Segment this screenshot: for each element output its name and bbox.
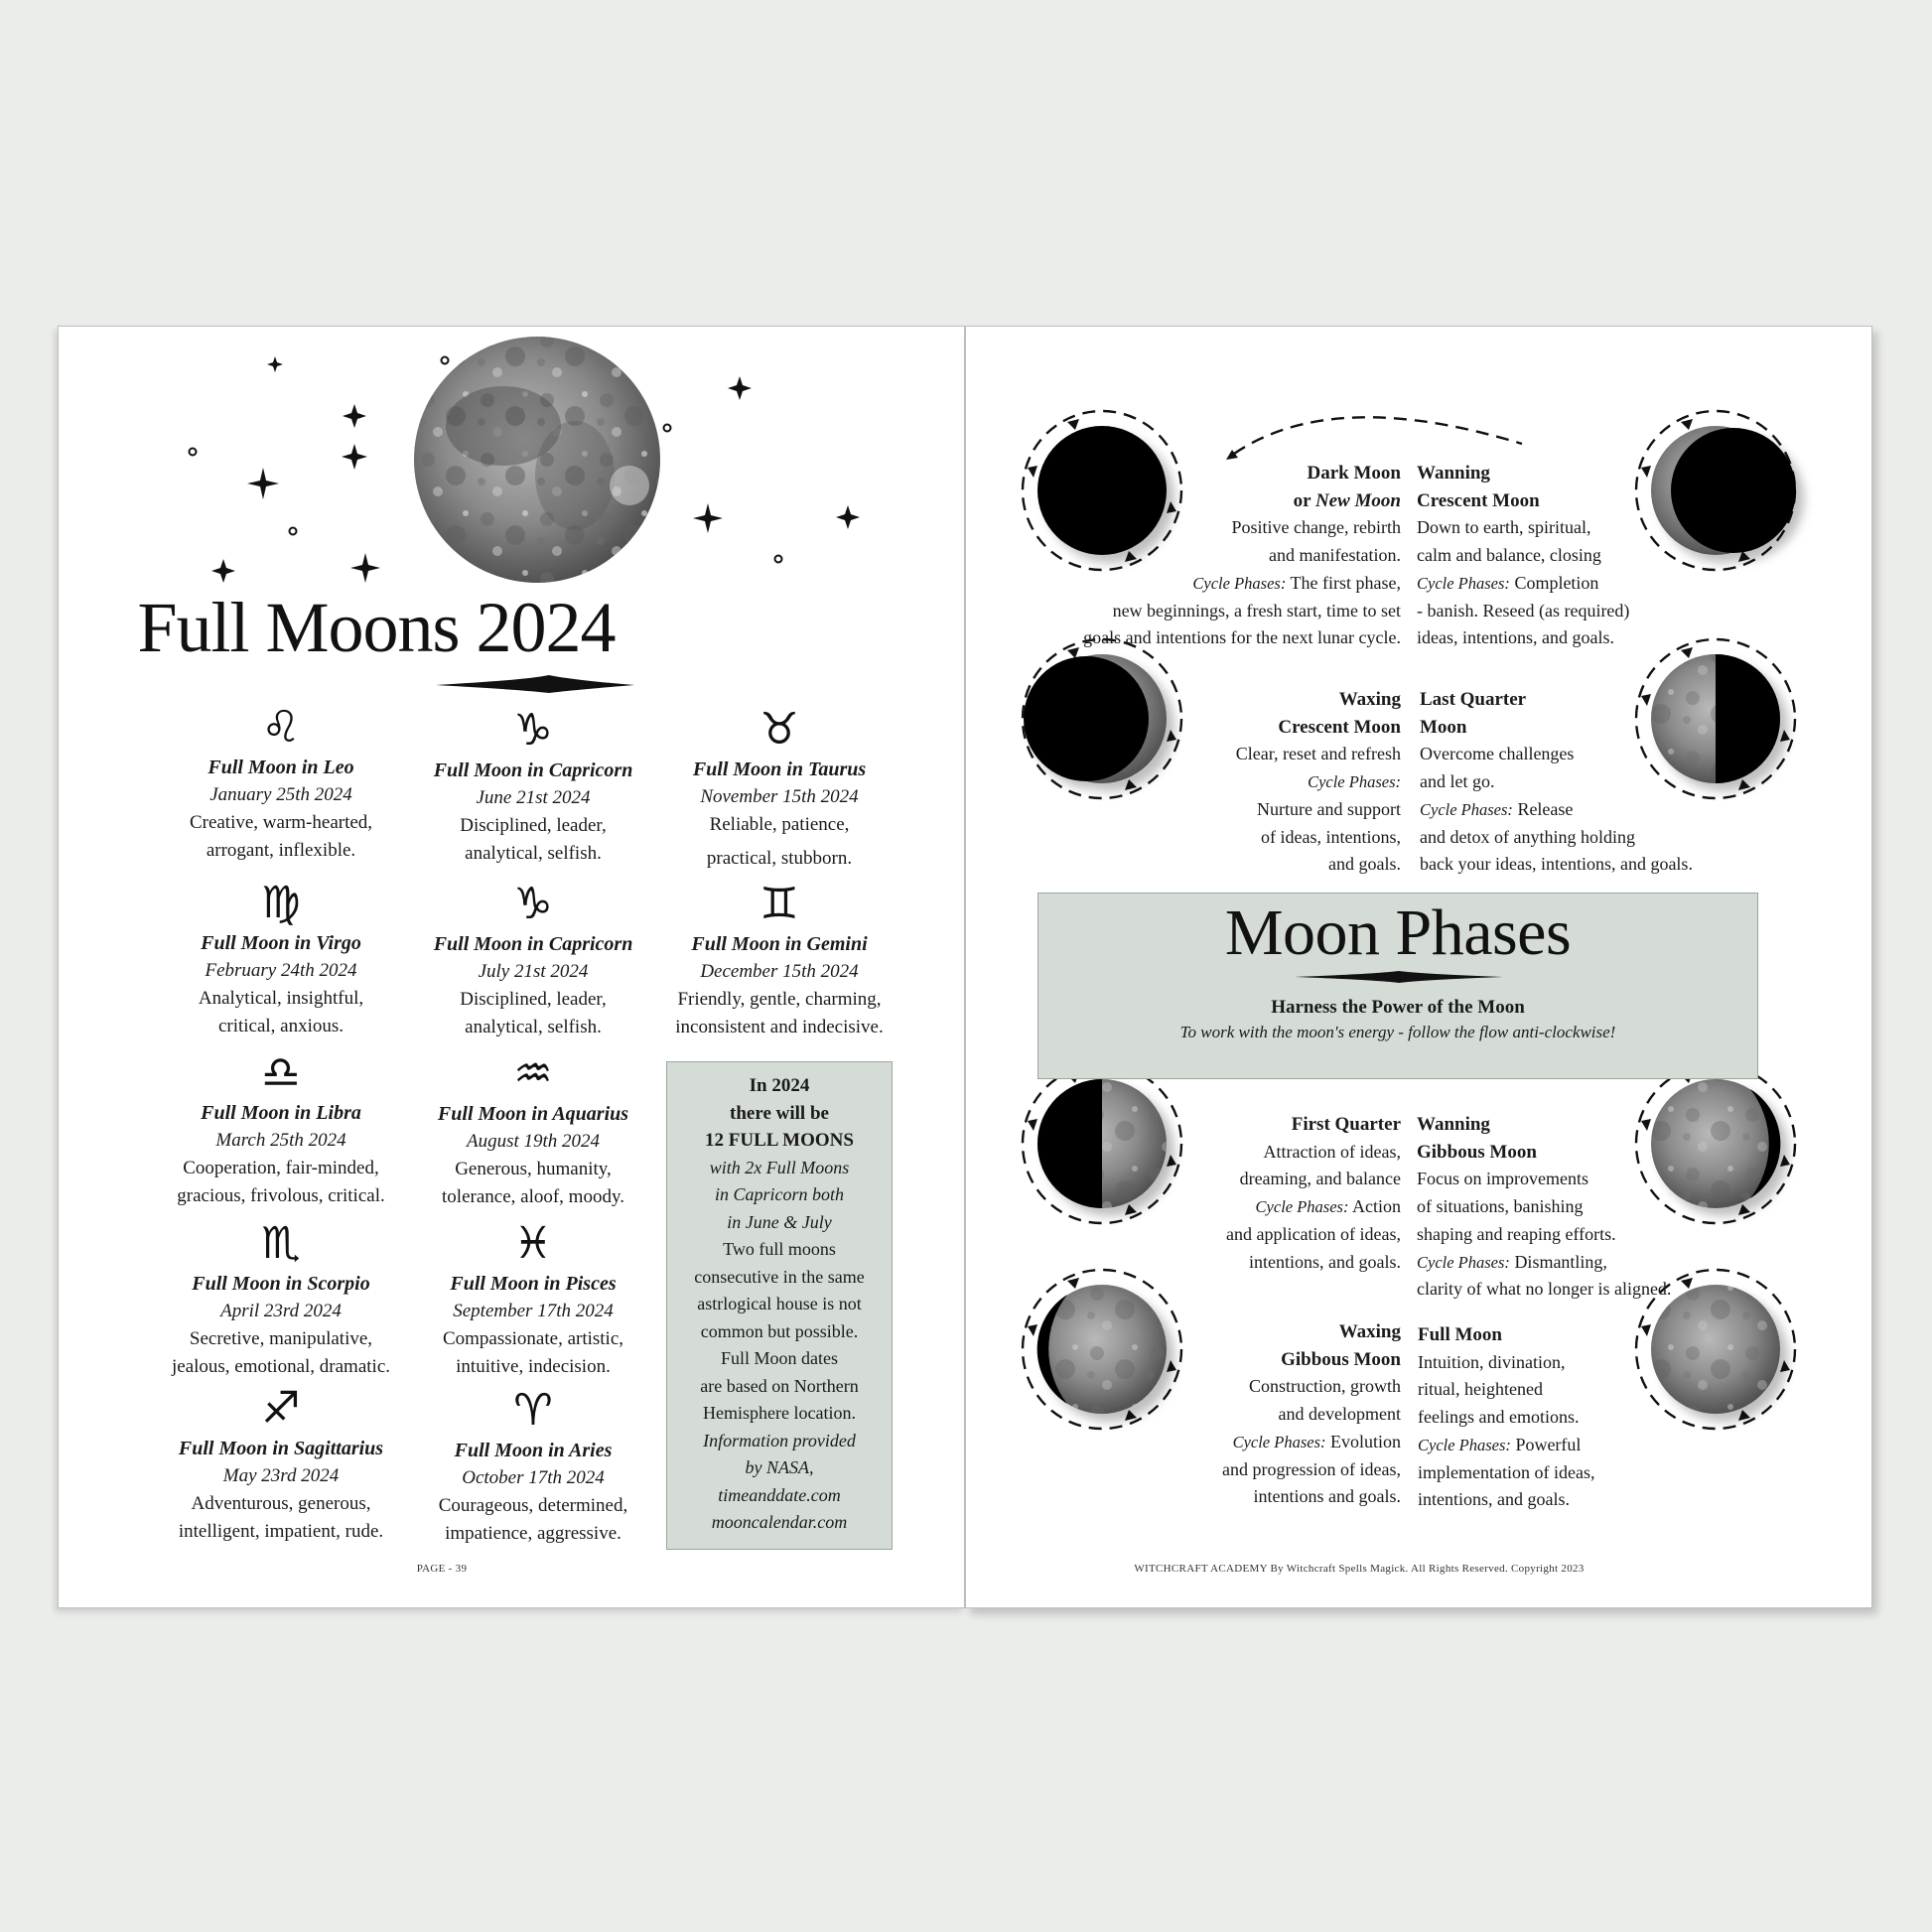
leo-icon: ♌ [261, 702, 301, 753]
waning-gibbous-text: Wanning Gibbous Moon Focus on improvements of situations, banishing shaping and reaping efforts. Cycle Phases: Dismantling, clarity of what no longer is aligned. [1417, 1114, 1672, 1300]
copyright-footer: WITCHCRAFT ACADEMY By Witchcraft Spells Magick. All Rights Reserved. Copyright 2023 [1134, 1563, 1585, 1575]
moon-entry-libra: ♎ Full Moon in Libra March 25th 2024 Cooperation, fair-minded, gracious, frivolous, critical. [132, 1047, 430, 1210]
title-ornament [1038, 971, 1759, 983]
moon-entry-leo: ♌ Full Moon in Leo January 25th 2024 Creative, warm-hearted, arrogant, inflexible. [132, 702, 430, 865]
moon-entry-scorpio: ♏ Full Moon in Scorpio April 23rd 2024 Secretive, manipulative, jealous, emotional, dramatic. [132, 1218, 430, 1381]
moon-entry-pisces: ♓ Full Moon in Pisces September 17th 2024 Compassionate, artistic, intuitive, indecision. [384, 1218, 682, 1381]
dark-moon-text: Dark Moon or New Moon Positive change, rebirth and manifestation. Cycle Phases: The first phase, new beginnings, a fresh start, time to set goals and intentions for the next lunar cycle. [1083, 463, 1401, 648]
moon-entry-capricorn-june: ♑ Full Moon in Capricorn June 21st 2024 Disciplined, leader, analytical, selfish. [384, 705, 682, 868]
full-moon-image [414, 337, 660, 583]
last-quarter-text: Last Quarter Moon Overcome challenges and let go. Cycle Phases: Release and detox of anything holding back your ideas, intentions, and goals. [1420, 689, 1693, 875]
right-page [965, 326, 1872, 1608]
left-page [58, 326, 965, 1608]
waxing-crescent-text: Waxing Crescent Moon Clear, reset and refresh Cycle Phases: Nurture and support of ideas, intentions, and goals. [1235, 689, 1401, 875]
flow-arc [1234, 417, 1522, 454]
full-moon-text: Full Moon Intuition, divination, ritual, heightened feelings and emotions. Cycle Phases: Powerful implementation of ideas, intentions, and goals. [1418, 1324, 1595, 1510]
page-title: Full Moons 2024 [137, 588, 616, 667]
pisces-icon: ♓ [513, 1218, 553, 1269]
moon-entry-capricorn-july: ♑ Full Moon in Capricorn July 21st 2024 Disciplined, leader, analytical, selfish. [384, 879, 682, 1041]
aquarius-icon: ♒ [513, 1048, 553, 1099]
waning-crescent-text: Wanning Crescent Moon Down to earth, spiritual, calm and balance, closing Cycle Phases: Completion - banish. Reseed (as required) ideas, intentions, and goals. [1417, 463, 1630, 648]
libra-icon: ♎ [261, 1047, 301, 1098]
moon-entry-taurus: ♉ Full Moon in Taurus November 15th 2024 Reliable, patience, practical, stubborn. [630, 704, 928, 873]
moon-entry-gemini: ♊ Full Moon in Gemini December 15th 2024 Friendly, gentle, charming, inconsistent and indecisive. [630, 879, 928, 1041]
gemini-icon: ♊ [759, 879, 799, 929]
section-title: Moon Phases [1224, 897, 1572, 969]
title-ornament [436, 675, 634, 693]
waxing-gibbous-text: Waxing Gibbous Moon Construction, growth and development Cycle Phases: Evolution and progression of ideas, intentions and goals. [1222, 1321, 1401, 1507]
sagittarius-icon: ♐ [261, 1383, 301, 1434]
page-number: PAGE - 39 [416, 1563, 468, 1575]
first-quarter-text: First Quarter Attraction of ideas, dreaming, and balance Cycle Phases: Action and application of ideas, intentions, and goals. [1226, 1114, 1401, 1272]
moon-phases-header-box: Moon Phases Harness the Power of the Moon To work with the moon's energy - follow the flow anti-clockwise! [1037, 893, 1758, 1079]
full-moon-phase-image [1651, 1285, 1780, 1414]
scorpio-icon: ♏ [261, 1218, 301, 1269]
taurus-icon: ♉ [759, 704, 799, 755]
moon-entry-sagittarius: ♐ Full Moon in Sagittarius May 23rd 2024 Adventurous, generous, intelligent, impatient, rude. [132, 1383, 430, 1546]
moon-entry-aquarius: ♒ Full Moon in Aquarius August 19th 2024 Generous, humanity, tolerance, aloof, moody. [384, 1048, 682, 1211]
aries-icon: ♈ [513, 1385, 553, 1436]
waxing-crescent-image [1024, 654, 1167, 783]
moon-entry-virgo: ♍ Full Moon in Virgo February 24th 2024 Analytical, insightful, critical, anxious. [132, 878, 430, 1040]
capricorn-icon: ♑ [513, 879, 553, 929]
virgo-icon: ♍ [261, 878, 301, 928]
moon-entry-aries: ♈ Full Moon in Aries October 17th 2024 Courageous, determined, impatience, aggressive. [384, 1385, 682, 1548]
info-box: In 2024 there will be 12 FULL MOONS with 2x Full Moons in Capricorn both in June & July Two full moons consecutive in the same astrlogical house is not common but possible. Full Moon dates are based on Northern Hemisphere location. Information provided by NASA, timeanddate.com mooncalendar.com [666, 1061, 893, 1550]
capricorn-icon: ♑ [513, 705, 553, 756]
